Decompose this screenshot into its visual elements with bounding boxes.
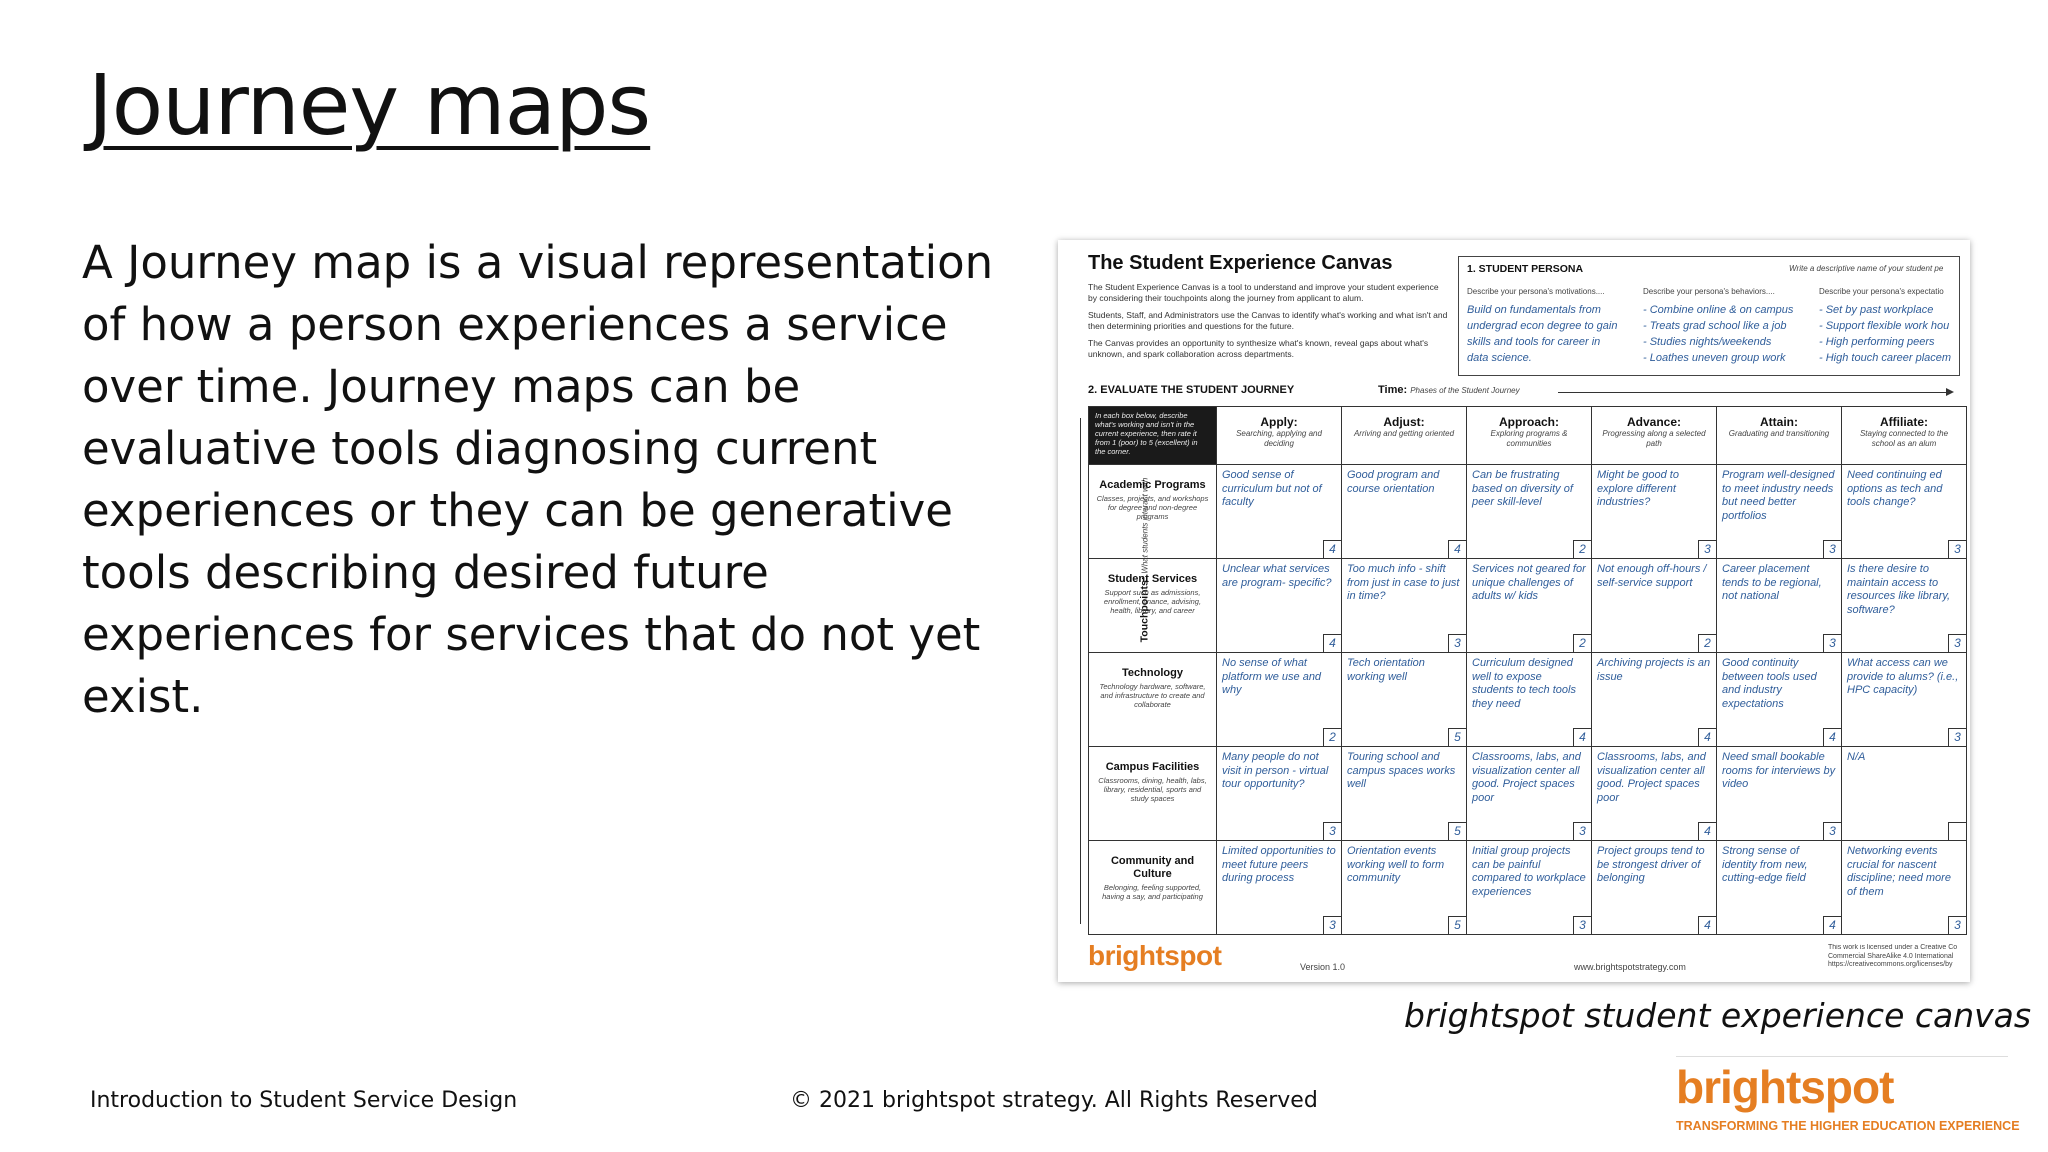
journey-cell-note: Good program and course orientation (1347, 469, 1440, 495)
phase-name: Attain: (1760, 415, 1798, 429)
journey-cell (1217, 559, 1342, 653)
persona-line: data science. (1467, 352, 1532, 364)
persona-line: - Set by past workplace (1819, 304, 1934, 316)
persona-motivations (1467, 287, 1639, 366)
journey-cell-note: Need continuing ed options as tech and tools change? (1847, 469, 1943, 508)
persona-line: - High touch career placem (1819, 352, 1952, 364)
touchpoints-arrow-icon (1080, 418, 1081, 924)
persona-line: - Support flexible work hou (1819, 320, 1950, 332)
touchpoints-label-sub: What students interact with (1140, 477, 1150, 574)
journey-cell-note: Project groups tend to be strongest driver of belonging (1597, 845, 1705, 884)
journey-cell-note: Classrooms, labs, and visualization center all good. Project spaces poor (1472, 751, 1581, 804)
journey-cell-note: Good continuity between tools used and industry expectations (1722, 657, 1817, 710)
journey-cell (1467, 653, 1592, 747)
canvas-intro-paragraph: Students, Staff, and Administrators use the Canvas to identify what's working and what isn't and then determining priorities and questions for the future. (1088, 310, 1448, 331)
phase-header (1467, 407, 1592, 465)
image-caption: brightspot student experience canvas (1404, 996, 2032, 1035)
journey-cell (1717, 559, 1842, 653)
rating-box: 4 (1698, 728, 1716, 746)
rating-box: 3 (1948, 540, 1966, 558)
journey-cell (1842, 747, 1967, 841)
instructions-cell: In each box below, describe what's working and isn't in the current experience, then rate it from 1 (poor) to 5 (excellent) in the corner. (1089, 407, 1217, 465)
rating-box: 4 (1823, 728, 1841, 746)
touchpoint-row (1089, 747, 1967, 841)
journey-cell-note: What access can we provide to alums? (i.e., HPC capacity) (1847, 657, 1959, 696)
journey-cell (1717, 653, 1842, 747)
persona-line: undergrad econ degree to gain (1467, 320, 1618, 332)
canvas-brightspot-logo: brightspot (1088, 940, 1222, 971)
journey-cell-note: Is there desire to maintain access to resources like library, software? (1847, 563, 1951, 616)
license-line: This work is licensed under a Creative Co (1828, 944, 1958, 951)
phase-header-row (1089, 407, 1967, 465)
persona-line: - Combine online & on campus (1643, 304, 1794, 316)
phase-header (1217, 407, 1342, 465)
slide-body-text: A Journey map is a visual representation of how a person experiences a service over time. Journey maps can be evaluative tools diagnosing current experiences or they can be generative tools describing desired future experiences for services that do not yet exist. (82, 236, 994, 723)
journey-cell-note: Services not geared for unique challenges of adults w/ kids (1472, 563, 1586, 602)
phase-desc: Graduating and transitioning (1728, 429, 1830, 438)
persona-title: 1. STUDENT PERSONA (1467, 263, 1584, 275)
canvas-intro-paragraph: The Canvas provides an opportunity to synthesize what's known, reveal gaps about what's unknown, and spark collaboration across departments. (1088, 338, 1429, 359)
journey-cell (1342, 559, 1467, 653)
rating-box: 3 (1948, 728, 1966, 746)
touchpoint-desc: Support such as admissions, enrollment, finance, advising, health, library, and career (1103, 588, 1202, 615)
journey-cell-note: Might be good to explore different industries? (1597, 469, 1679, 508)
rating-box: 4 (1323, 634, 1341, 652)
touchpoint-header (1089, 747, 1217, 841)
journey-cell-note: Classrooms, labs, and visualization center all good. Project spaces poor (1597, 751, 1706, 804)
touchpoint-name: Campus Facilities (1105, 761, 1200, 773)
journey-cell (1592, 841, 1717, 935)
phase-name: Apply: (1260, 415, 1298, 429)
touchpoint-name: Community and Culture (1110, 855, 1195, 880)
journey-cell (1217, 841, 1342, 935)
journey-cell-note: Tech orientation working well (1347, 657, 1425, 683)
canvas-intro-paragraph: The Student Experience Canvas is a tool to understand and improve your student experience by considering their touchpoints along the journey from applicant to alum. (1088, 282, 1439, 303)
journey-cell-note: Career placement tends to be regional, not national (1722, 563, 1822, 602)
student-experience-canvas-image (1058, 240, 1970, 982)
journey-cell (1217, 465, 1342, 559)
rating-box: 4 (1823, 916, 1841, 934)
student-persona-box (1458, 256, 1960, 376)
journey-cell (1842, 653, 1967, 747)
rating-box: 3 (1823, 822, 1841, 840)
rating-box: 5 (1448, 822, 1466, 840)
journey-cell-note: Archiving projects is an issue (1597, 657, 1711, 683)
persona-line: - Studies nights/weekends (1643, 336, 1772, 348)
journey-cell (1842, 559, 1967, 653)
phase-header (1842, 407, 1967, 465)
time-label-text: Time: (1378, 384, 1408, 396)
phase-name: Affiliate: (1880, 415, 1928, 429)
journey-cell (1592, 747, 1717, 841)
journey-cell-note: Good sense of curriculum but not of faculty (1222, 469, 1322, 508)
journey-cell-note: Need small bookable rooms for interviews by video (1722, 751, 1836, 790)
touchpoint-header (1089, 559, 1217, 653)
touchpoint-header (1089, 653, 1217, 747)
journey-cell-note: Too much info - shift from just in case to just in time? (1347, 563, 1460, 602)
journey-cell (1467, 747, 1592, 841)
journey-cell (1842, 841, 1967, 935)
journey-cell (1467, 559, 1592, 653)
footer-copyright: © 2021 brightspot strategy. All Rights Reserved (790, 1088, 1318, 1113)
journey-cell (1592, 465, 1717, 559)
journey-cell-note: N/A (1847, 751, 1866, 763)
touchpoint-desc: Technology hardware, software, and infrastructure to create and collaborate (1099, 682, 1206, 709)
rating-box: 4 (1323, 540, 1341, 558)
rating-box: 3 (1823, 634, 1841, 652)
journey-cell-note: Strong sense of identity from new, cutting-edge field (1722, 845, 1808, 884)
persona-behaviors (1643, 287, 1815, 366)
journey-grid (1088, 406, 1967, 935)
persona-line: Build on fundamentals from (1467, 304, 1601, 316)
persona-prompt: Write a descriptive name of your student pe (1789, 264, 1944, 273)
touchpoint-row (1089, 559, 1967, 653)
rating-box: 3 (1823, 540, 1841, 558)
persona-expectations (1819, 287, 1957, 366)
touchpoint-name: Student Services (1107, 573, 1198, 585)
phase-header (1592, 407, 1717, 465)
rating-box: 5 (1448, 916, 1466, 934)
rating-box: 3 (1948, 634, 1966, 652)
time-label (1378, 384, 1520, 396)
journey-cell (1592, 653, 1717, 747)
persona-line: - Loathes uneven group work (1643, 352, 1786, 364)
section-title-evaluate: 2. EVALUATE THE STUDENT JOURNEY (1088, 384, 1295, 396)
persona-column-header: Describe your persona's behaviors.... (1643, 287, 1775, 296)
brightspot-tagline: TRANSFORMING THE HIGHER EDUCATION EXPERIENCE (1676, 1119, 2020, 1133)
touchpoint-row (1089, 653, 1967, 747)
canvas-intro (1088, 282, 1448, 366)
phase-desc: Arriving and getting oriented (1353, 429, 1455, 438)
journey-cell (1217, 747, 1342, 841)
journey-cell (1342, 465, 1467, 559)
journey-cell (1592, 559, 1717, 653)
canvas-url: www.brightspotstrategy.com (1574, 962, 1686, 972)
slide-title: Journey maps (88, 56, 651, 154)
rating-box: 4 (1448, 540, 1466, 558)
time-arrow-icon (1558, 392, 1952, 393)
journey-cell-note: Not enough off-hours / self-service support (1597, 563, 1707, 589)
license-line: Commercial ShareAlike 4.0 International (1828, 952, 1954, 960)
journey-cell-note: Networking events crucial for nascent discipline; need more of them (1847, 845, 1951, 898)
rating-box: 2 (1573, 540, 1591, 558)
journey-cell (1217, 653, 1342, 747)
journey-cell (1467, 841, 1592, 935)
journey-cell (1342, 841, 1467, 935)
journey-cell (1342, 747, 1467, 841)
rating-box: 3 (1698, 540, 1716, 558)
rating-box: 4 (1573, 728, 1591, 746)
journey-cell (1717, 465, 1842, 559)
persona-line: - High performing peers (1819, 336, 1935, 348)
touchpoint-desc: Classes, projects, and workshops for degree and non-degree programs (1096, 494, 1209, 521)
touchpoint-header (1089, 465, 1217, 559)
rating-box: 2 (1573, 634, 1591, 652)
persona-column-header: Describe your persona's motivations.... (1467, 287, 1605, 296)
rating-box: 5 (1448, 728, 1466, 746)
journey-cell-note: Limited opportunities to meet future peers during process (1222, 845, 1336, 884)
touchpoint-name: Technology (1122, 667, 1183, 679)
canvas-version: Version 1.0 (1300, 962, 1346, 972)
time-label-sub: Phases of the Student Journey (1410, 386, 1520, 395)
phase-name: Adjust: (1383, 415, 1425, 429)
rating-box: 3 (1573, 916, 1591, 934)
phase-desc: Progressing along a selected path (1602, 429, 1706, 448)
touchpoints-label-text: Touchpoints: (1138, 576, 1151, 643)
rating-box: 2 (1323, 728, 1341, 746)
rating-box: 2 (1698, 634, 1716, 652)
brightspot-logo: brightspot (1676, 1061, 1894, 1113)
rating-box: 3 (1323, 822, 1341, 840)
canvas-title: The Student Experience Canvas (1088, 252, 1393, 274)
journey-cell (1467, 465, 1592, 559)
rating-box: 4 (1698, 822, 1716, 840)
touchpoint-name: Academic Programs (1099, 479, 1206, 491)
journey-cell-note: Many people do not visit in person - virtual tour opportunity? (1222, 751, 1329, 790)
phase-name: Advance: (1626, 415, 1682, 429)
persona-line: - Treats grad school like a job (1643, 320, 1787, 332)
touchpoint-desc: Classrooms, dining, health, labs, library, residential, sports and study spaces (1098, 776, 1207, 803)
rating-box: 3 (1323, 916, 1341, 934)
journey-cell-note: Initial group projects can be painful compared to workplace experiences (1472, 845, 1586, 898)
license-line: https://creativecommons.org/licenses/by (1828, 961, 1953, 968)
journey-cell (1842, 465, 1967, 559)
journey-cell (1342, 653, 1467, 747)
journey-cell-note: Curriculum designed well to expose students to tech tools they need (1472, 657, 1576, 710)
journey-cell-note: No sense of what platform we use and why (1222, 657, 1322, 696)
journey-cell (1717, 841, 1842, 935)
touchpoint-header (1089, 841, 1217, 935)
brightspot-brand-block (1676, 1056, 2020, 1133)
journey-cell-note: Touring school and campus spaces works well (1347, 751, 1456, 790)
rating-box: 4 (1698, 916, 1716, 934)
journey-cell-note: Orientation events working well to form community (1347, 845, 1445, 884)
phase-desc: Exploring programs & communities (1490, 429, 1568, 448)
journey-cell-note: Can be frustrating based on diversity of peer skill-level (1472, 469, 1573, 508)
touchpoint-row (1089, 465, 1967, 559)
phase-header (1342, 407, 1467, 465)
journey-cell (1717, 747, 1842, 841)
persona-line: skills and tools for career in (1467, 336, 1601, 348)
phase-desc: Staying connected to the school as an alum (1859, 429, 1949, 448)
footer-course-title: Introduction to Student Service Design (90, 1088, 518, 1113)
rating-box (1948, 822, 1966, 840)
journey-cell-note: Program well-designed to meet industry needs but need better portfolios (1722, 469, 1835, 522)
journey-cell-note: Unclear what services are program- specific? (1222, 563, 1332, 589)
persona-column-header: Describe your persona's expectatio (1819, 287, 1944, 296)
phase-desc: Searching, applying and deciding (1236, 429, 1322, 448)
rating-box: 3 (1573, 822, 1591, 840)
touchpoint-desc: Belonging, feeling supported, having a say, and participating (1102, 883, 1203, 901)
phase-header (1717, 407, 1842, 465)
touchpoint-row (1089, 841, 1967, 935)
canvas-license (1828, 944, 1964, 970)
phase-name: Approach: (1499, 415, 1559, 429)
rating-box: 3 (1948, 916, 1966, 934)
rating-box: 3 (1448, 634, 1466, 652)
